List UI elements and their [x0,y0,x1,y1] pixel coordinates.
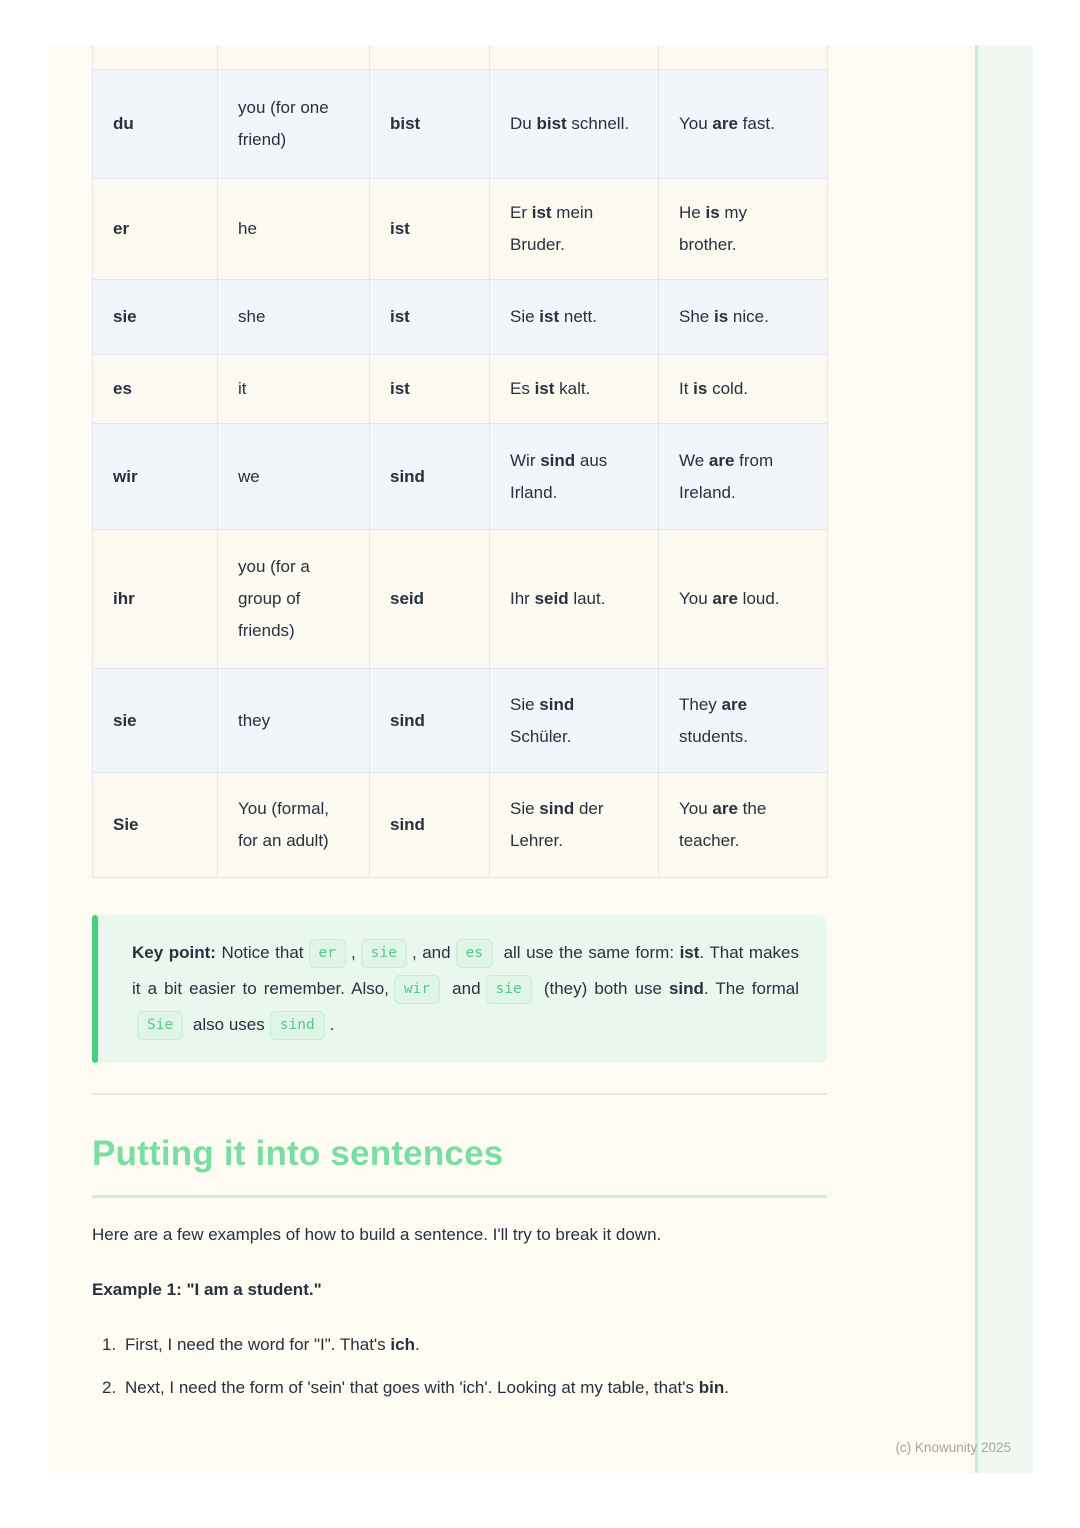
table-cell-example-german [490,45,659,70]
table-cell-form: sind [370,424,490,530]
list-item-number: 2. [102,1378,117,1397]
table-cell-form: sind [370,669,490,773]
page-accent-strip [975,45,1033,1473]
table-cell-example-german: Du bist schnell. [490,70,659,179]
table-row-partial [93,45,828,70]
list-item [92,1328,827,1361]
callout-lead-label: Key point: [132,943,216,962]
table-cell-form: sind [370,773,490,878]
table-cell-form: bist [370,70,490,179]
table-cell-example-english: You are fast. [659,70,828,179]
key-point-callout: Key point: Notice that er , sie , and es all use the same form: ist. That makes it a bit easier to remember. Also, wir and sie (they) both use sind. The formalSie also uses sind . [92,915,827,1063]
table-cell-meaning [218,45,370,70]
sein-conjugation-table [92,45,828,878]
inline-code-chip: er [309,939,346,968]
table-row-du [93,70,828,179]
table-cell-form [370,45,490,70]
inline-code-chip: sie [361,939,407,968]
table-cell-meaning: you (for one friend) [218,70,370,179]
table-cell-example-german: Ihr seid laut. [490,530,659,669]
inline-code-chip: sie [486,975,532,1004]
table-cell-example-german: Er ist mein Bruder. [490,179,659,280]
table-cell-example-german: Es ist kalt. [490,355,659,424]
table-row-sie-she [93,280,828,355]
table-cell-example-english: It is cold. [659,355,828,424]
table-cell-pronoun: du [93,70,218,179]
list-item-text: First, I need the word for "I". That's ich. [125,1335,420,1354]
table-row-Sie-formal [93,773,828,878]
table-cell-form: seid [370,530,490,669]
section-heading: Putting it into sentences [92,1131,827,1198]
table-cell-pronoun: Sie [93,773,218,878]
table-cell-meaning: You (formal, for an adult) [218,773,370,878]
list-item-text: Next, I need the form of 'sein' that goes with 'ich'. Looking at my table, that's bin. [125,1378,729,1397]
table-cell-example-english: We are from Ireland. [659,424,828,530]
table-cell-meaning: she [218,280,370,355]
inline-code-chip: wir [394,975,440,1004]
document-page [48,45,1033,1473]
table-cell-example-english: She is nice. [659,280,828,355]
list-item-number: 1. [102,1335,117,1354]
copyright-text: (c) Knowunity 2025 [895,1440,1011,1455]
table-row-es [93,355,828,424]
table-cell-form: ist [370,280,490,355]
inline-code-chip: sind [270,1011,325,1040]
table-cell-pronoun: wir [93,424,218,530]
table-cell-example-german: Wir sind aus Irland. [490,424,659,530]
table-cell-form: ist [370,179,490,280]
table-cell-example-english: You are loud. [659,530,828,669]
example-title: Example 1: "I am a student." [92,1280,322,1299]
table-row-ihr [93,530,828,669]
table-cell-example-german: Sie ist nett. [490,280,659,355]
table-cell-meaning: it [218,355,370,424]
table-cell-meaning: you (for a group of friends) [218,530,370,669]
table-cell-pronoun: sie [93,669,218,773]
callout-accent-bar [92,915,98,1063]
table-cell-meaning: he [218,179,370,280]
table-cell-example-german: Sie sind der Lehrer. [490,773,659,878]
table-cell-pronoun: sie [93,280,218,355]
table-cell-example-english: He is my brother. [659,179,828,280]
table-cell-meaning: we [218,424,370,530]
table-cell-example-english [659,45,828,70]
table-cell-example-english: They are students. [659,669,828,773]
table-cell-form: ist [370,355,490,424]
table-cell-pronoun [93,45,218,70]
table-row-wir [93,424,828,530]
section-divider [92,1093,827,1095]
table-cell-example-german: Sie sind Schüler. [490,669,659,773]
example-steps-list [92,1328,827,1404]
table-cell-meaning: they [218,669,370,773]
section-intro-paragraph: Here are a few examples of how to build a sentence. I'll try to break it down. [92,1225,662,1244]
list-item [92,1371,827,1404]
inline-code-chip: es [456,939,493,968]
table-row-sie-they [93,669,828,773]
table-cell-pronoun: ihr [93,530,218,669]
page-content [92,45,827,1414]
inline-code-chip: Sie [137,1011,183,1040]
table-cell-example-english: You are the teacher. [659,773,828,878]
table-row-er [93,179,828,280]
table-cell-pronoun: es [93,355,218,424]
table-cell-pronoun: er [93,179,218,280]
